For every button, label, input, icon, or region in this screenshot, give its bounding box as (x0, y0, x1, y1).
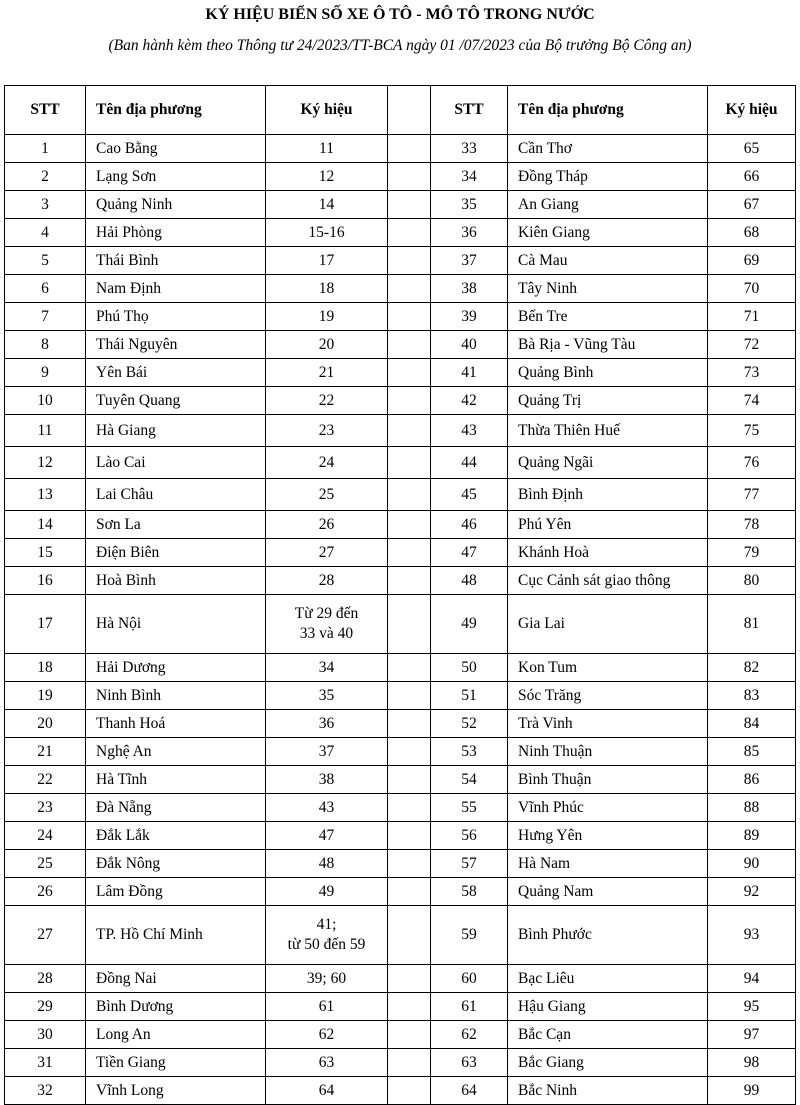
spacer-cell (388, 993, 431, 1021)
stt-cell: 24 (5, 822, 86, 850)
province-name-cell: Cục Cảnh sát giao thông (508, 567, 708, 595)
table-body (5, 135, 796, 1105)
stt-cell: 48 (431, 567, 508, 595)
province-name-cell: Lạng Sơn (86, 163, 266, 191)
province-name-cell: Vĩnh Phúc (508, 794, 708, 822)
plate-code-cell: 14 (266, 191, 388, 219)
plate-code-cell: 27 (266, 539, 388, 567)
stt-cell: 37 (431, 247, 508, 275)
stt-cell: 19 (5, 682, 86, 710)
province-name-cell: Hải Phòng (86, 219, 266, 247)
table-row (5, 331, 796, 359)
plate-code-cell: 38 (266, 766, 388, 794)
plate-code-cell: 84 (708, 710, 796, 738)
stt-cell: 14 (5, 511, 86, 539)
stt-cell: 9 (5, 359, 86, 387)
plate-code-cell: 73 (708, 359, 796, 387)
province-name-cell: Tiền Giang (86, 1049, 266, 1077)
plate-code-cell: 20 (266, 331, 388, 359)
province-name-cell: Cần Thơ (508, 135, 708, 163)
plate-code-cell (266, 595, 388, 654)
stt-cell: 52 (431, 710, 508, 738)
plate-code-cell: 35 (266, 682, 388, 710)
spacer-cell (388, 878, 431, 906)
plate-code-cell: 85 (708, 738, 796, 766)
plate-code-cell: 24 (266, 447, 388, 479)
table-row (5, 539, 796, 567)
province-name-cell: Ninh Thuận (508, 738, 708, 766)
stt-cell: 32 (5, 1077, 86, 1105)
province-name-cell: Hà Giang (86, 415, 266, 447)
spacer-cell (388, 275, 431, 303)
plate-code-cell: 98 (708, 1049, 796, 1077)
province-name-cell: Hải Dương (86, 654, 266, 682)
plate-code-cell: 23 (266, 415, 388, 447)
province-name-cell: Thừa Thiên Huế (508, 415, 708, 447)
plate-code-cell: 37 (266, 738, 388, 766)
stt-cell: 43 (431, 415, 508, 447)
plate-code-cell: 67 (708, 191, 796, 219)
province-name-cell: Phú Thọ (86, 303, 266, 331)
province-name-cell: Hà Nội (86, 595, 266, 654)
stt-cell: 23 (5, 794, 86, 822)
province-name-cell: Bắc Giang (508, 1049, 708, 1077)
plate-code-cell: 28 (266, 567, 388, 595)
spacer-cell (388, 303, 431, 331)
spacer-cell (388, 539, 431, 567)
plate-code-cell: 80 (708, 567, 796, 595)
plate-code-cell: 95 (708, 993, 796, 1021)
table-row (5, 595, 796, 654)
province-name-cell: Quảng Bình (508, 359, 708, 387)
stt-cell: 59 (431, 906, 508, 965)
province-name-cell: Hà Nam (508, 850, 708, 878)
province-name-cell: Ninh Bình (86, 682, 266, 710)
province-name-cell: Hưng Yên (508, 822, 708, 850)
province-name-cell: Khánh Hoà (508, 539, 708, 567)
plate-code-cell: 18 (266, 275, 388, 303)
table-row (5, 794, 796, 822)
plate-code-cell: 81 (708, 595, 796, 654)
province-name-cell: Lai Châu (86, 479, 266, 511)
header-stt-left: STT (5, 86, 86, 135)
table-row (5, 738, 796, 766)
plate-code-cell: 97 (708, 1021, 796, 1049)
spacer-cell (388, 850, 431, 878)
province-name-cell: Bà Rịa - Vũng Tàu (508, 331, 708, 359)
province-name-cell: Nam Định (86, 275, 266, 303)
province-name-cell: Kon Tum (508, 654, 708, 682)
spacer-cell (388, 479, 431, 511)
plate-code-cell: 99 (708, 1077, 796, 1105)
plate-code-cell: 93 (708, 906, 796, 965)
plate-code-cell: 79 (708, 539, 796, 567)
header-code-left: Ký hiệu (266, 86, 388, 135)
stt-cell: 51 (431, 682, 508, 710)
plate-code-cell: 70 (708, 275, 796, 303)
province-name-cell: Đà Nẵng (86, 794, 266, 822)
province-name-cell: Phú Yên (508, 511, 708, 539)
table-row (5, 447, 796, 479)
stt-cell: 39 (431, 303, 508, 331)
table-row (5, 511, 796, 539)
province-name-cell: Điện Biên (86, 539, 266, 567)
province-name-cell: Tây Ninh (508, 275, 708, 303)
spacer-cell (388, 906, 431, 965)
stt-cell: 49 (431, 595, 508, 654)
table-row (5, 359, 796, 387)
stt-cell: 20 (5, 710, 86, 738)
province-name-cell: Quảng Ninh (86, 191, 266, 219)
table-row (5, 993, 796, 1021)
stt-cell: 45 (431, 479, 508, 511)
table-row (5, 387, 796, 415)
spacer-cell (388, 766, 431, 794)
plate-code-cell: 68 (708, 219, 796, 247)
stt-cell: 21 (5, 738, 86, 766)
spacer-cell (388, 387, 431, 415)
plate-code-cell: 75 (708, 415, 796, 447)
spacer-cell (388, 247, 431, 275)
stt-cell: 3 (5, 191, 86, 219)
plate-code-cell-line-2: 33 và 40 (299, 625, 354, 642)
stt-cell: 25 (5, 850, 86, 878)
plate-code-cell-line-1: 41; (316, 916, 337, 933)
province-name-cell: Thái Bình (86, 247, 266, 275)
plate-code-cell: 26 (266, 511, 388, 539)
province-name-cell: TP. Hồ Chí Minh (86, 906, 266, 965)
stt-cell: 17 (5, 595, 86, 654)
header-name-left: Tên địa phương (86, 86, 266, 135)
stt-cell: 6 (5, 275, 86, 303)
province-name-cell: Thái Nguyên (86, 331, 266, 359)
stt-cell: 8 (5, 331, 86, 359)
table-row (5, 479, 796, 511)
plate-code-cell: 65 (708, 135, 796, 163)
spacer-cell (388, 135, 431, 163)
province-name-cell: Đắk Lắk (86, 822, 266, 850)
stt-cell: 42 (431, 387, 508, 415)
document-subtitle: (Ban hành kèm theo Thông tư 24/2023/TT-BCA ngày 01 /07/2023 của Bộ trưởng Bộ Công an) (108, 37, 692, 54)
table-row (5, 191, 796, 219)
spacer-cell (388, 710, 431, 738)
plate-code-cell: 74 (708, 387, 796, 415)
stt-cell: 62 (431, 1021, 508, 1049)
spacer-cell (388, 331, 431, 359)
province-name-cell: Bình Định (508, 479, 708, 511)
plate-code-cell: 12 (266, 163, 388, 191)
plate-code-cell: 43 (266, 794, 388, 822)
table-row (5, 303, 796, 331)
header-stt-right: STT (431, 86, 508, 135)
plate-code-cell: 22 (266, 387, 388, 415)
table-row (5, 163, 796, 191)
province-name-cell: Quảng Trị (508, 387, 708, 415)
stt-cell: 50 (431, 654, 508, 682)
spacer-cell (388, 738, 431, 766)
stt-cell: 34 (431, 163, 508, 191)
plate-code-cell-line-1: Từ 29 đến (294, 605, 359, 622)
province-name-cell: Gia Lai (508, 595, 708, 654)
spacer-cell (388, 86, 431, 135)
stt-cell: 61 (431, 993, 508, 1021)
province-name-cell: Thanh Hoá (86, 710, 266, 738)
province-name-cell: Quảng Ngãi (508, 447, 708, 479)
spacer-cell (388, 415, 431, 447)
province-name-cell: Sơn La (86, 511, 266, 539)
stt-cell: 38 (431, 275, 508, 303)
stt-cell: 36 (431, 219, 508, 247)
province-name-cell: Hà Tĩnh (86, 766, 266, 794)
stt-cell: 41 (431, 359, 508, 387)
stt-cell: 29 (5, 993, 86, 1021)
plate-code-cell: 83 (708, 682, 796, 710)
table-row (5, 710, 796, 738)
plate-code-cell: 63 (266, 1049, 388, 1077)
stt-cell: 13 (5, 479, 86, 511)
spacer-cell (388, 447, 431, 479)
stt-cell: 63 (431, 1049, 508, 1077)
plate-code-cell: 92 (708, 878, 796, 906)
plate-code-cell: 94 (708, 965, 796, 993)
province-name-cell: Long An (86, 1021, 266, 1049)
table-row (5, 965, 796, 993)
plate-code-cell: 17 (266, 247, 388, 275)
plate-code-cell: 47 (266, 822, 388, 850)
province-name-cell: Quảng Nam (508, 878, 708, 906)
province-name-cell: Trà Vinh (508, 710, 708, 738)
spacer-cell (388, 511, 431, 539)
province-name-cell: Sóc Trăng (508, 682, 708, 710)
province-name-cell: Tuyên Quang (86, 387, 266, 415)
stt-cell: 4 (5, 219, 86, 247)
table-row (5, 135, 796, 163)
header-row (5, 86, 796, 135)
stt-cell: 27 (5, 906, 86, 965)
table-row (5, 1021, 796, 1049)
province-name-cell: Hoà Bình (86, 567, 266, 595)
table-row (5, 247, 796, 275)
spacer-cell (388, 1049, 431, 1077)
plate-code-cell: 66 (708, 163, 796, 191)
table-row (5, 766, 796, 794)
province-name-cell: Kiên Giang (508, 219, 708, 247)
stt-cell: 1 (5, 135, 86, 163)
spacer-cell (388, 794, 431, 822)
province-name-cell: Bạc Liêu (508, 965, 708, 993)
province-name-cell: An Giang (508, 191, 708, 219)
province-name-cell: Bắc Cạn (508, 1021, 708, 1049)
header-name-right: Tên địa phương (508, 86, 708, 135)
plate-code-cell: 62 (266, 1021, 388, 1049)
stt-cell: 2 (5, 163, 86, 191)
table-row (5, 906, 796, 965)
stt-cell: 30 (5, 1021, 86, 1049)
plate-code-cell: 78 (708, 511, 796, 539)
province-name-cell: Đồng Nai (86, 965, 266, 993)
license-plate-table (4, 85, 796, 1105)
plate-code-cell: 34 (266, 654, 388, 682)
plate-code-cell: 76 (708, 447, 796, 479)
plate-code-cell: 90 (708, 850, 796, 878)
spacer-cell (388, 219, 431, 247)
table-row (5, 219, 796, 247)
plate-code-cell: 71 (708, 303, 796, 331)
table-row (5, 878, 796, 906)
stt-cell: 60 (431, 965, 508, 993)
plate-code-cell: 64 (266, 1077, 388, 1105)
spacer-cell (388, 595, 431, 654)
stt-cell: 10 (5, 387, 86, 415)
stt-cell: 31 (5, 1049, 86, 1077)
province-name-cell: Bến Tre (508, 303, 708, 331)
province-name-cell: Cà Mau (508, 247, 708, 275)
stt-cell: 46 (431, 511, 508, 539)
plate-code-cell: 36 (266, 710, 388, 738)
table-row (5, 275, 796, 303)
stt-cell: 5 (5, 247, 86, 275)
document-title: KÝ HIỆU BIỂN SỐ XE Ô TÔ - MÔ TÔ TRONG NƯỚC (205, 6, 595, 23)
province-name-cell: Lâm Đồng (86, 878, 266, 906)
stt-cell: 12 (5, 447, 86, 479)
stt-cell: 26 (5, 878, 86, 906)
plate-code-cell: 11 (266, 135, 388, 163)
spacer-cell (388, 191, 431, 219)
stt-cell: 22 (5, 766, 86, 794)
spacer-cell (388, 965, 431, 993)
stt-cell: 56 (431, 822, 508, 850)
plate-code-cell: 72 (708, 331, 796, 359)
stt-cell: 7 (5, 303, 86, 331)
stt-cell: 55 (431, 794, 508, 822)
stt-cell: 40 (431, 331, 508, 359)
plate-code-cell: 15-16 (266, 219, 388, 247)
plate-code-cell: 86 (708, 766, 796, 794)
plate-code-cell: 88 (708, 794, 796, 822)
plate-code-cell (266, 906, 388, 965)
stt-cell: 44 (431, 447, 508, 479)
province-name-cell: Hậu Giang (508, 993, 708, 1021)
stt-cell: 11 (5, 415, 86, 447)
plate-code-cell: 49 (266, 878, 388, 906)
plate-code-cell: 25 (266, 479, 388, 511)
plate-code-cell: 21 (266, 359, 388, 387)
plate-code-cell: 82 (708, 654, 796, 682)
spacer-cell (388, 1021, 431, 1049)
province-name-cell: Bình Dương (86, 993, 266, 1021)
province-name-cell: Đắk Nông (86, 850, 266, 878)
table-row (5, 654, 796, 682)
plate-code-cell: 77 (708, 479, 796, 511)
stt-cell: 33 (431, 135, 508, 163)
province-name-cell: Lào Cai (86, 447, 266, 479)
stt-cell: 64 (431, 1077, 508, 1105)
stt-cell: 28 (5, 965, 86, 993)
plate-code-cell: 48 (266, 850, 388, 878)
stt-cell: 16 (5, 567, 86, 595)
spacer-cell (388, 822, 431, 850)
spacer-cell (388, 682, 431, 710)
plate-code-cell-line-2: từ 50 đến 59 (287, 936, 366, 953)
stt-cell: 54 (431, 766, 508, 794)
stt-cell: 58 (431, 878, 508, 906)
province-name-cell: Cao Bằng (86, 135, 266, 163)
table-row (5, 850, 796, 878)
province-name-cell: Bình Thuận (508, 766, 708, 794)
plate-code-cell: 69 (708, 247, 796, 275)
table-row (5, 567, 796, 595)
stt-cell: 18 (5, 654, 86, 682)
province-name-cell: Bình Phước (508, 906, 708, 965)
spacer-cell (388, 359, 431, 387)
spacer-cell (388, 654, 431, 682)
stt-cell: 35 (431, 191, 508, 219)
header-code-right: Ký hiệu (708, 86, 796, 135)
province-name-cell: Đồng Tháp (508, 163, 708, 191)
spacer-cell (388, 163, 431, 191)
plate-code-cell: 89 (708, 822, 796, 850)
table-row (5, 822, 796, 850)
spacer-cell (388, 567, 431, 595)
province-name-cell: Vĩnh Long (86, 1077, 266, 1105)
plate-code-cell: 19 (266, 303, 388, 331)
table-row (5, 1049, 796, 1077)
plate-code-cell: 61 (266, 993, 388, 1021)
stt-cell: 53 (431, 738, 508, 766)
table-row (5, 415, 796, 447)
stt-cell: 15 (5, 539, 86, 567)
table-row (5, 682, 796, 710)
stt-cell: 57 (431, 850, 508, 878)
plate-code-cell: 39; 60 (266, 965, 388, 993)
province-name-cell: Bắc Ninh (508, 1077, 708, 1105)
stt-cell: 47 (431, 539, 508, 567)
province-name-cell: Yên Bái (86, 359, 266, 387)
province-name-cell: Nghệ An (86, 738, 266, 766)
